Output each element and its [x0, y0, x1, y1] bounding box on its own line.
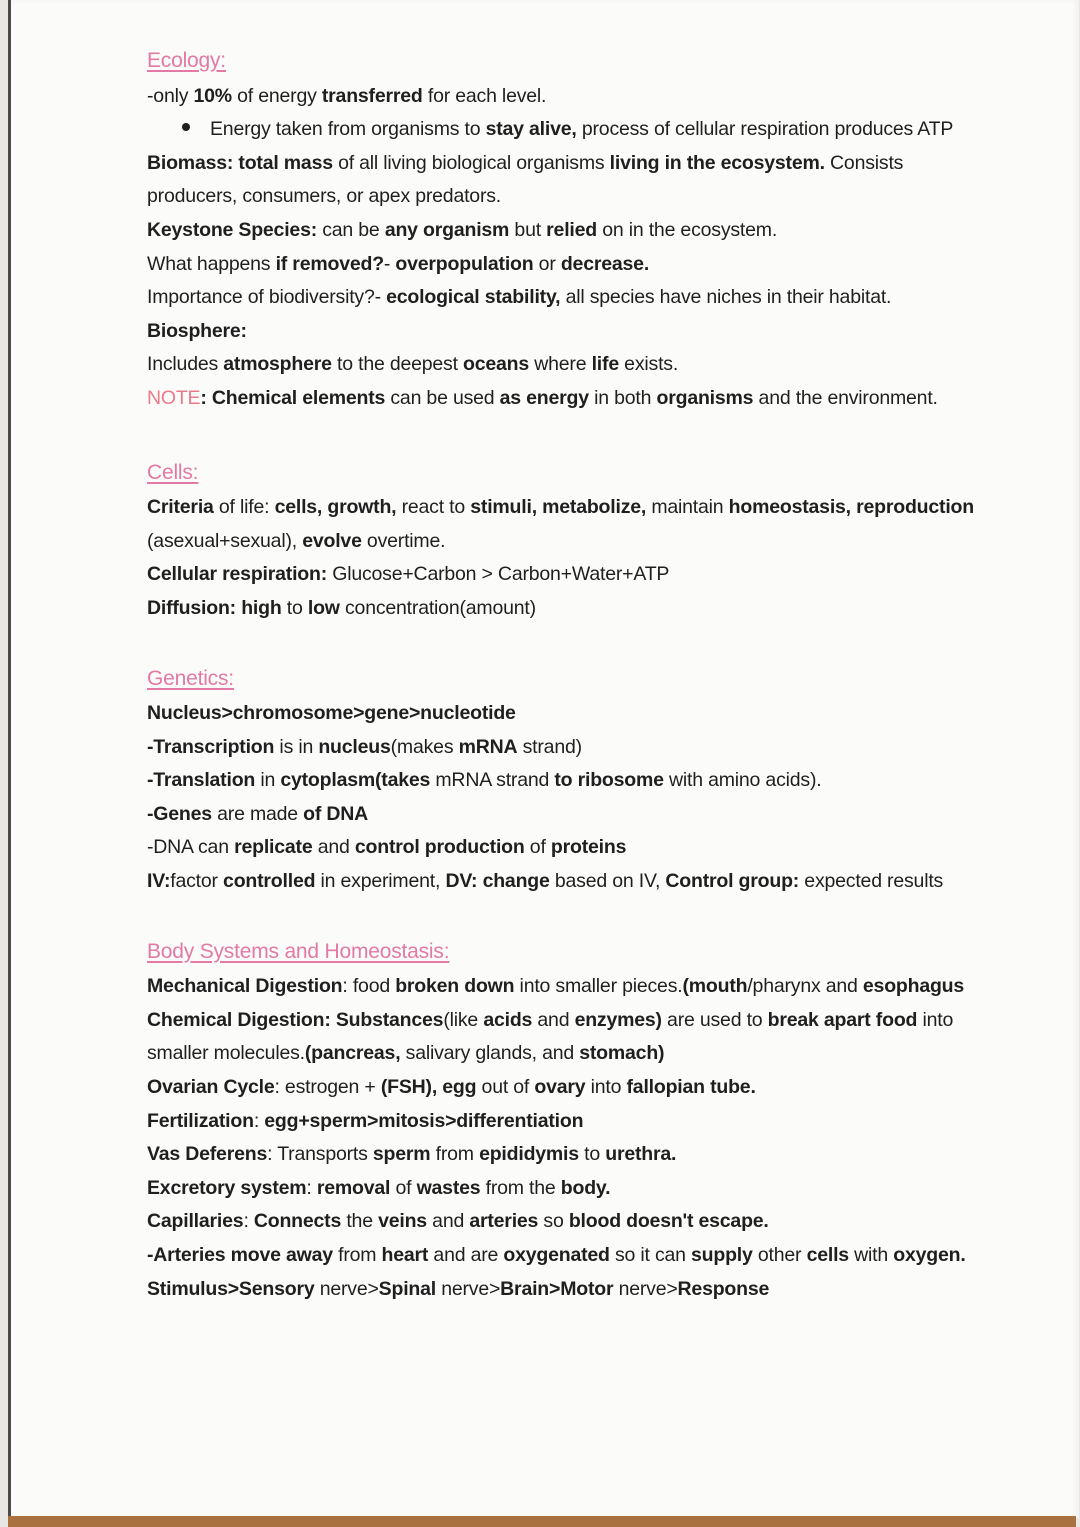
genetics-line-6: IV:factor controlled in experiment, DV: change based on IV, Control group: expected results — [147, 870, 944, 893]
cells-line-1: Criteria of life: cells, growth, react to stimuli, metabolize, maintain homeostasis, reproduction — [147, 496, 974, 519]
genetics-line-2: -Transcription is in nucleus(makes mRNA strand) — [147, 735, 582, 758]
body-line-9: -Arteries move away from heart and are oxygenated so it can supply other cells with oxygen. — [147, 1244, 966, 1266]
genetics-line-4: -Genes are made of DNA — [147, 802, 369, 825]
body-line-3: smaller molecules.(pancreas, salivary glands, and stomach) — [147, 1042, 665, 1065]
body-line-1: Mechanical Digestion: food broken down into smaller pieces.(mouth/pharynx and esophagus — [147, 975, 965, 998]
cells-line-2: (asexual+sexual), evolve overtime. — [147, 529, 446, 552]
cells-line-3: Cellular respiration: Glucose+Carbon > Carbon+Water+ATP — [147, 563, 670, 586]
body-line-5: Fertilization: egg+sperm>mitosis>differentiation — [147, 1109, 584, 1132]
genetics-line-5: -DNA can replicate and control production of proteins — [147, 836, 627, 859]
heading-genetics: Genetics: — [147, 666, 234, 690]
genetics-line-1: Nucleus>chromosome>gene>nucleotide — [147, 702, 516, 725]
ecology-line-7: Importance of biodiversity?- ecological stability, all species have niches in their habitat. — [147, 286, 892, 309]
ecology-line-8: Biosphere: — [147, 319, 247, 342]
body-line-10: Stimulus>Sensory nerve>Spinal nerve>Brain>Motor nerve>Response — [147, 1277, 770, 1300]
desk-edge — [8, 1516, 1076, 1527]
cells-line-4: Diffusion: high to low concentration(amount) — [147, 596, 536, 619]
ecology-line-10: NOTE: Chemical elements can be used as energy in both organisms and the environment. — [147, 386, 938, 409]
genetics-line-3: -Translation in cytoplasm(takes mRNA strand to ribosome with amino acids). — [147, 769, 822, 792]
notes-content — [147, 44, 974, 1306]
ecology-line-2: Energy taken from organisms to stay alive, process of cellular respiration produces ATP — [147, 113, 947, 147]
ecology-line-1: -only 10% of energy transferred for each level. — [147, 84, 547, 107]
ecology-line-9: Includes atmosphere to the deepest oceans where life exists. — [147, 353, 679, 376]
section-genetics — [147, 662, 947, 899]
body-line-7: Excretory system: removal of wastes from the body. — [147, 1176, 611, 1199]
heading-cells: Cells: — [147, 460, 199, 484]
ecology-line-6: What happens if removed?- overpopulation or decrease. — [147, 252, 650, 275]
section-body-systems — [147, 935, 966, 1307]
body-line-4: Ovarian Cycle: estrogen + (FSH), egg out of ovary into fallopian tube. — [147, 1076, 756, 1099]
heading-ecology: Ecology: — [147, 49, 226, 72]
note-label: NOTE — [147, 386, 201, 409]
body-line-2: Chemical Digestion: Substances(like acids and enzymes) are used to break apart food into — [147, 1008, 954, 1031]
ecology-line-5: Keystone Species: can be any organism but relied on in the ecosystem. — [147, 218, 778, 241]
heading-body-systems: Body Systems and Homeostasis: — [147, 939, 450, 963]
section-ecology — [147, 44, 954, 416]
section-cells — [147, 456, 974, 626]
ecology-line-3: Biomass: total mass of all living biological organisms living in the ecosystem. Consists — [147, 151, 904, 174]
body-line-8: Capillaries: Connects the veins and arteries so blood doesn't escape. — [147, 1210, 769, 1233]
bullet-icon — [182, 123, 190, 131]
ecology-line-4: producers, consumers, or apex predators. — [147, 185, 502, 208]
body-line-6: Vas Deferens: Transports sperm from epididymis to urethra. — [147, 1143, 677, 1166]
